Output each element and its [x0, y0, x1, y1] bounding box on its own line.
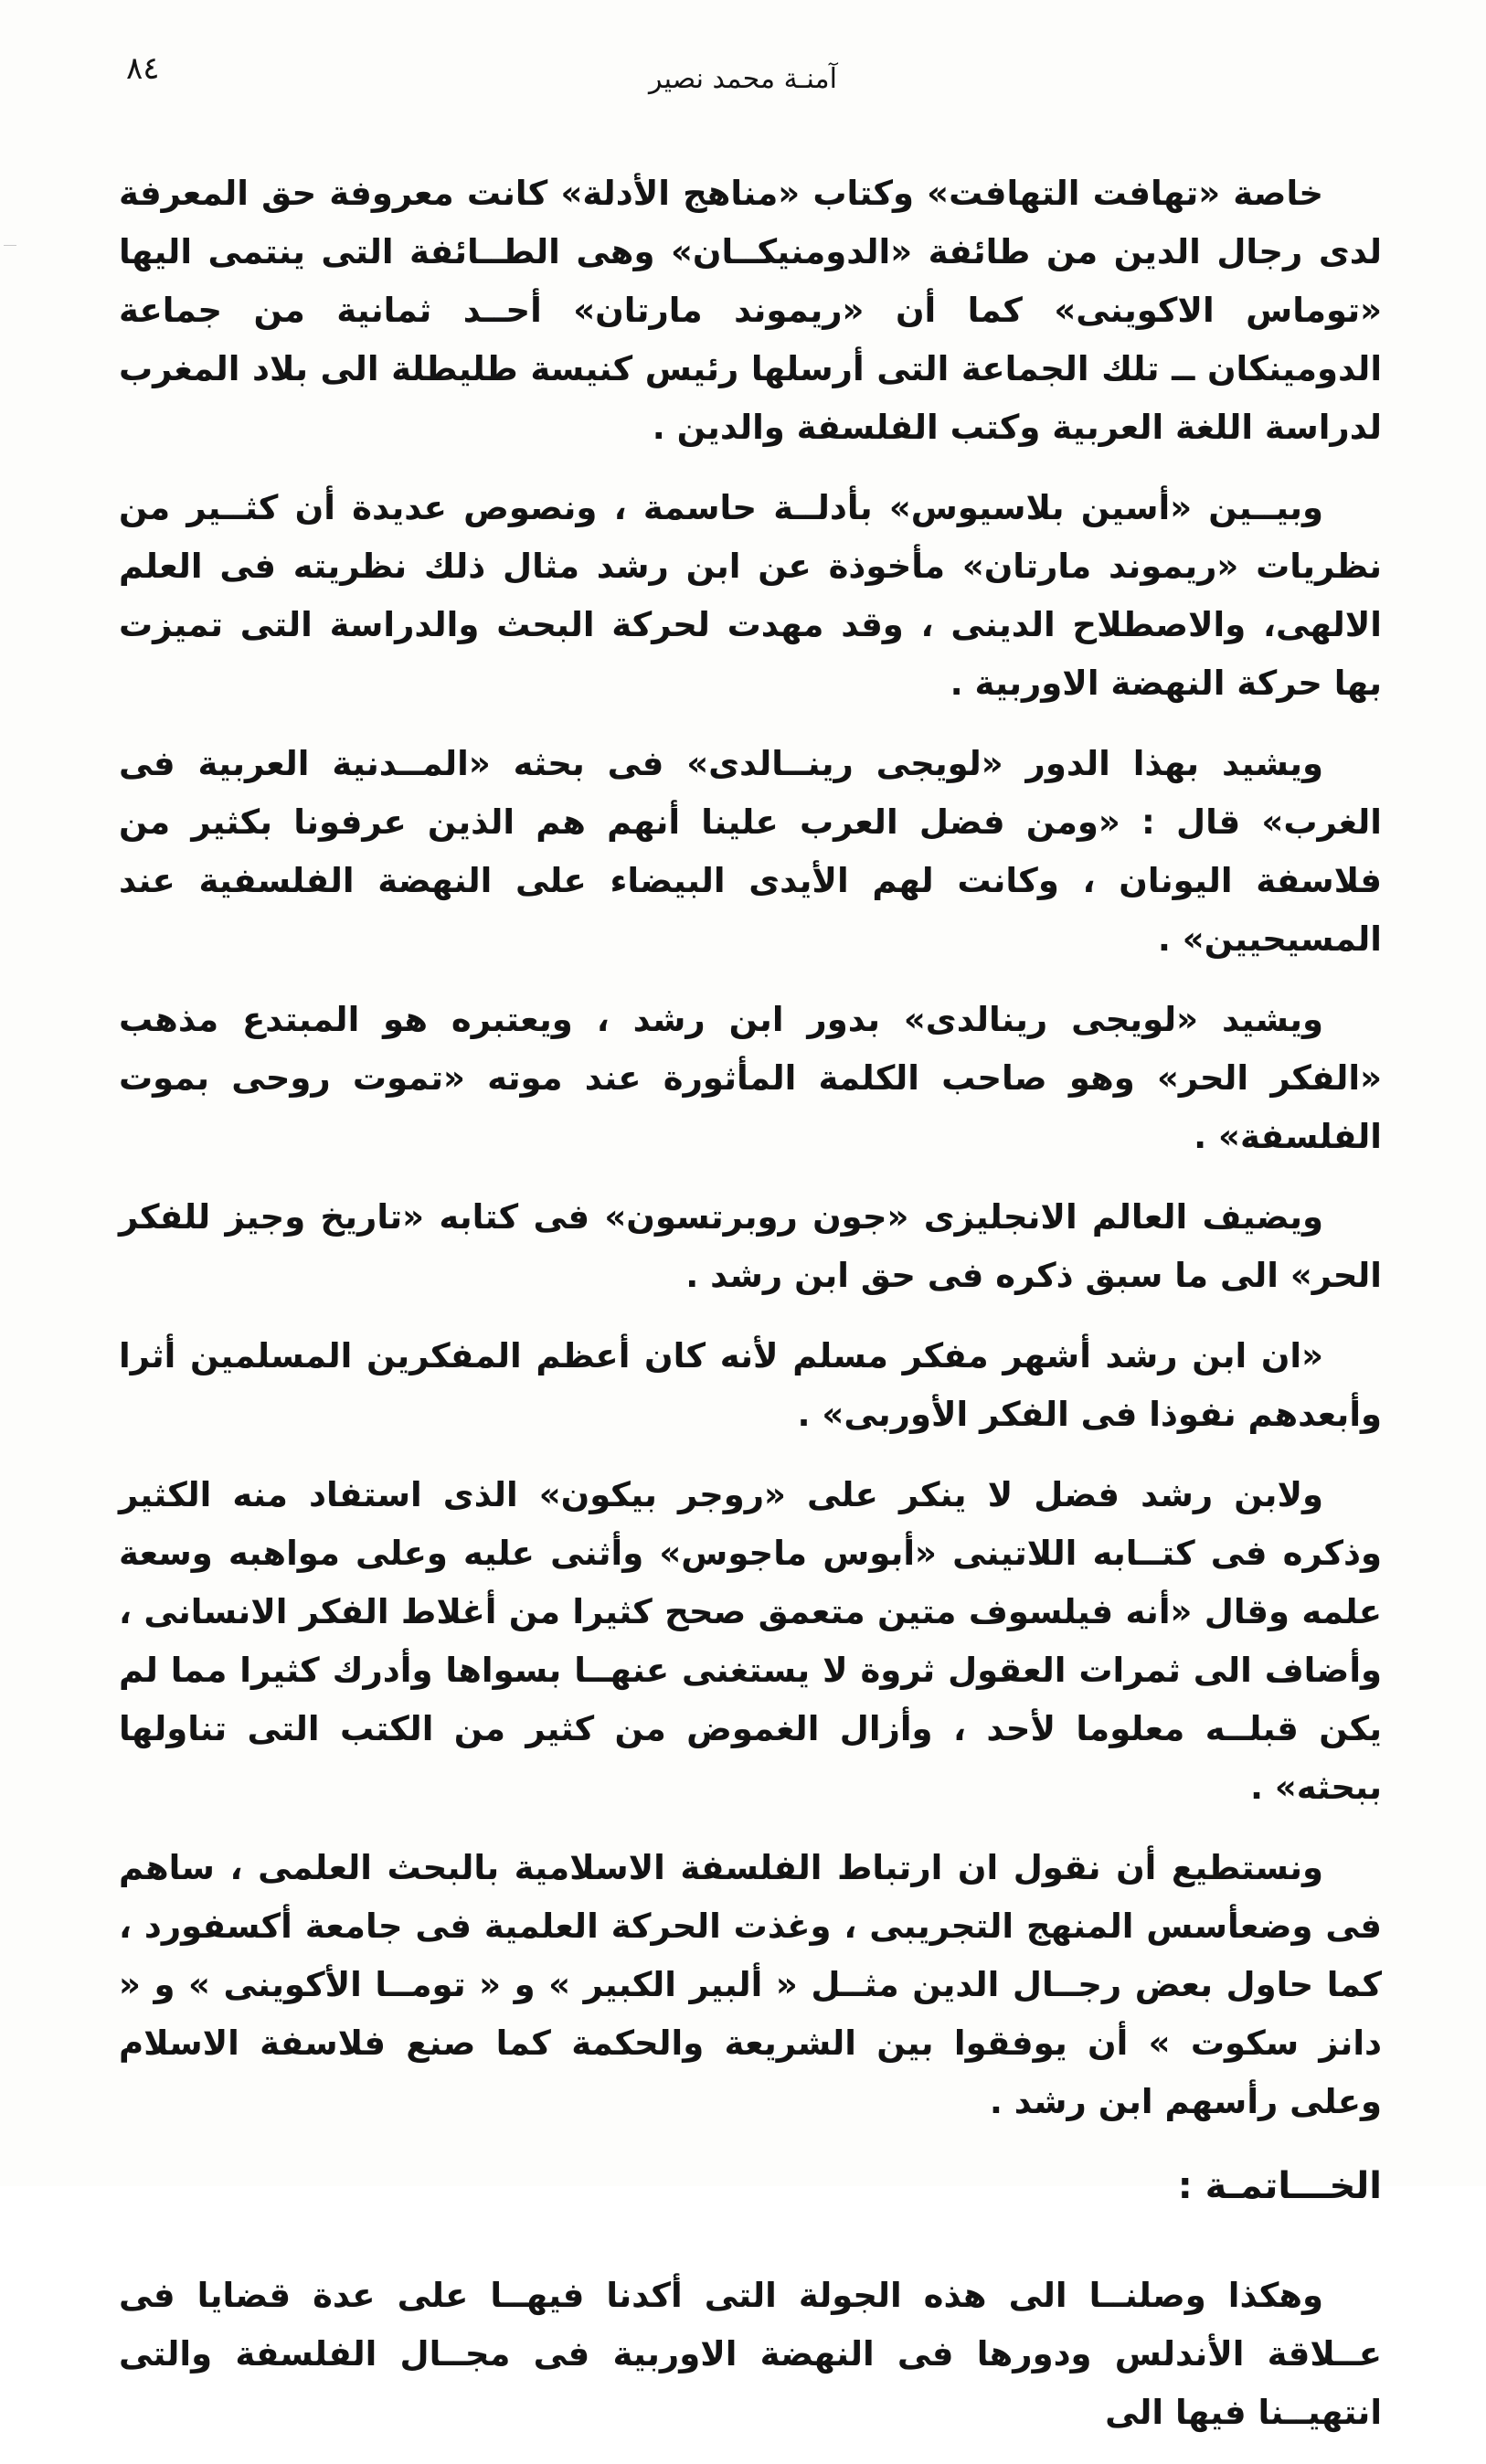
section-heading-conclusion: الخـــاتمـة :: [1177, 2165, 1382, 2207]
paragraph-1: خاصة «تهافت التهافت» وكتاب «مناهج الأدلة» كانت معروفة حق المعرفة لدى رجال الدين من طائفة «الدومنيكــان» وهى الطــائفة التى ينتمى اليها «توماس الاكوينى» كما أن «ريموند مارتان» أحــد ثمانية من جماعة الدومينكان ــ تلك الجماعة التى أرسلها رئيس كنيسة طليطلة الى بلاد المغرب لدراسة اللغة العربية وكتب الفلسفة والدين .: [119, 174, 1382, 447]
scan-margin-mark: [4, 245, 16, 246]
paragraph-2: وبيــين «أسين بلاسيوس» بأدلــة حاسمة ، ونصوص عديدة أن كثــير من نظريات «ريموند مارتان» مأخوذة عن ابن رشد مثال ذلك نظريته فى العلم الالهى، والاصطلاح الدينى ، وقد مهدت لحركة البحث والدراسة التى تميزت بها حركة النهضة الاوربية .: [119, 488, 1382, 703]
paragraph-3: ويشيد بهذا الدور «لويجى رينــالدى» فى بحثه «المــدنية العربية فى الغرب» قال : «ومن فضل العرب علينا أنهم هم الذين عرفونا بكثير من فلاسفة اليونان ، وكانت لهم الأيدى البيضاء على النهضة الفلسفية عند المسيحيين» .: [119, 744, 1382, 959]
paragraph-7: ولابن رشد فضل لا ينكر على «روجر بيكون» الذى استفاد منه الكثير وذكره فى كتــابه اللاتينى «أبوس ماجوس» وأثنى عليه وعلى مواهبه وسعة علمه وقال «أنه فيلسوف متين متعمق صحح كثيرا من أغلاط الفكر الانسانى ، وأضاف الى ثمرات العقول ثروة لا يستغنى عنهــا بسواها وأدرك كثيرا مما لم يكن قبلــه معلوما لأحد ، وأزال الغموض من كثير من الكتب التى تناولها ببحثه» .: [119, 1475, 1382, 1807]
paragraph-6: «ان ابن رشد أشهر مفكر مسلم لأنه كان أعظم المفكرين المسلمين أثرا وأبعدهم نفوذا فى الفكر الأوربى» .: [119, 1336, 1382, 1434]
running-head-author: آمنـة محمد نصير: [649, 63, 837, 95]
page-body: [119, 165, 1382, 2464]
conclusion-paragraph: وهكذا وصلنــا الى هذه الجولة التى أكدنا فيهــا على عدة قضايا فى عــلاقة الأندلس ودورها فى النهضة الاوربية فى مجــال الفلسفة والتى انتهيــنا فيها الى: [119, 2276, 1382, 2432]
paragraph-8: ونستطيع أن نقول ان ارتباط الفلسفة الاسلامية بالبحث العلمى ، ساهم فى وضعأسس المنهج التجريبى ، وغذت الحركة العلمية فى جامعة أكسفورد ، كما حاول بعض رجــال الدين مثــل « ألبير الكبير » و « تومــا الأكوينى » و « دانز سكوت » أن يوفقوا بين الشريعة والحكمة كما صنع فلاسفة الاسلام وعلى رأسهم ابن رشد .: [119, 1848, 1382, 2121]
page-number: ٨٤: [126, 50, 160, 87]
paragraph-5: ويضيف العالم الانجليزى «جون روبرتسون» فى كتابه «تاريخ وجيز للفكر الحر» الى ما سبق ذكره فى حق ابن رشد .: [119, 1197, 1382, 1295]
paragraph-4: ويشيد «لويجى رينالدى» بدور ابن رشد ، ويعتبره هو المبتدع مذهب «الفكر الحر» وهو صاحب الكلمة المأثورة عند موته «تموت روحى بموت الفلسفة» .: [119, 1000, 1382, 1156]
